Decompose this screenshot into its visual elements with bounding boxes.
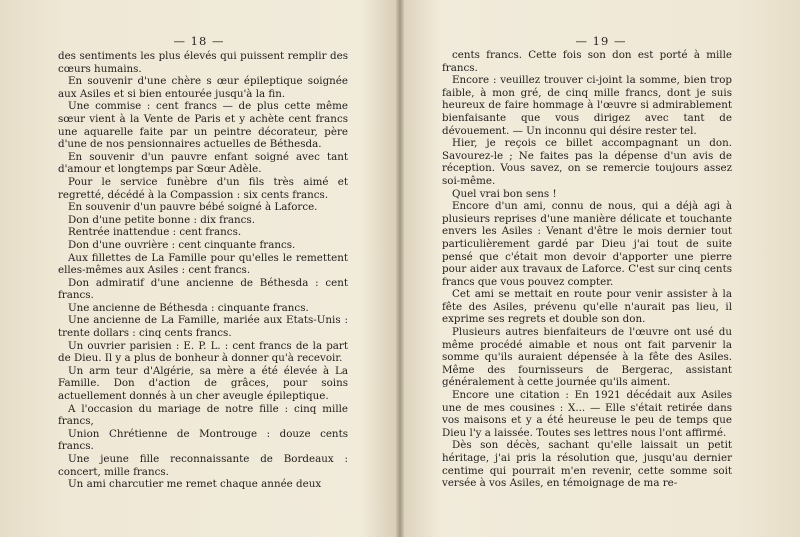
paragraph: Quel vrai bon sens !: [452, 187, 557, 200]
paragraph: Rentrée inattendue : cent francs.: [68, 226, 242, 239]
paragraph: Un ouvrier parisien : E. P. L. : cent francs de la part de Dieu. Il y a plus de bonheur à donner qu'à recevoir.: [58, 339, 348, 365]
right-page: [402, 0, 800, 537]
paragraph: Aux fillettes de La Famille pour qu'elles le remettent elles-mêmes aux Asiles : cent francs.: [58, 251, 348, 277]
paragraph: En souvenir d'une chère s œur épileptique soignée aux Asiles et si bien entourée jusqu'à la fin.: [58, 75, 348, 100]
paragraph: Union Chrétienne de Montrouge : douze cents francs.: [58, 427, 348, 453]
paragraph: Hier, je reçois ce billet accompagnant un don. Savourez-le ; Ne faites pas la dépense d'un avis de réception. Vous savez, on se remercie toujours assez soi-même.: [442, 137, 732, 187]
page-number: — 19 —: [575, 34, 627, 48]
paragraph: Une commise : cent francs — de plus cette même sœur vient à la Vente de Paris et y achète cent francs une aquarelle faite par un peintre décorateur, père d'une de nos pensionnaires actuelles de Béthesda.: [58, 100, 348, 151]
paragraph: Don d'une petite bonne : dix francs.: [68, 213, 255, 226]
paragraph: Encore d'un ami, connu de nous, qui a déjà agi à plusieurs reprises d'une manière délicate et touchante envers les Asiles : Venant d'être le mois dernier tout particulièrement gardé par Dieu j'ai tout de suite pensé que c'était mon devoir d'apporter une pierre pour aider aux travaux de Laforce. C'est sur cinq cents francs que vous pouvez compter.: [442, 200, 732, 288]
paragraph: Plusieurs autres bienfaiteurs de l'œuvre ont usé du même procédé aimable et nous ont fait parvenir la somme qu'ils auraient dépensée à la fête des Asiles. Même des fournisseurs de Bergerac, assistant généralement à cette journée qu'ils aiment.: [442, 326, 732, 389]
paragraph: Pour le service funèbre d'un fils très aimé et regretté, décédé à la Compassion : six cents francs.: [58, 175, 348, 201]
paragraph: des sentiments les plus élevés qui puissent remplir des cœurs humains.: [58, 50, 348, 75]
paragraph: Un arm teur d'Algérie, sa mère a été élevée à La Famille. Don d'action de grâces, pour soins actuellement donnés à un cher aveugle épileptique.: [58, 364, 348, 403]
left-page: [0, 0, 398, 537]
paragraph: En souvenir d'un pauvre bébé soigné à Laforce.: [68, 201, 318, 214]
paragraph: Encore : veuillez trouver ci-joint la somme, bien trop faible, à mon gré, de cinq mille francs, dont je suis heureux de faire hommage à l'œuvre si admirablement bienfaisante que vous dirigez avec tant de dévouement. — Un inconnu qui désire rester tel.: [442, 74, 732, 137]
paragraph: Un ami charcutier me remet chaque année deux: [68, 478, 322, 491]
paragraph: Une jeune fille reconnaissante de Bordeaux : concert, mille francs.: [58, 453, 348, 478]
paragraph: A l'occasion du mariage de notre fille : cinq mille francs,: [58, 402, 348, 428]
paragraph: Cet ami se mettait en route pour venir assister à la fête des Asiles, prévenu qu'elle n'aurait pas lieu, il exprime ses regrets et double son don.: [442, 288, 732, 326]
page-number: — 18 —: [173, 34, 225, 48]
page-text: [442, 49, 732, 490]
paragraph: Encore une citation : En 1921 décédait aux Asiles une de mes cousines : X... — Elle s'était retirée dans vos maisons et y a été heureuse le peu de temps que Dieu l'y a laissée. Toutes ses lettres nous l'ont affirmé.: [442, 389, 732, 439]
paragraph: Une ancienne de La Famille, mariée aux Etats-Unis : trente dollars : cinq cents francs.: [58, 314, 348, 340]
page-text: [58, 50, 348, 491]
paragraph: cents francs. Cette fois son don est porté à mille francs.: [442, 49, 732, 74]
paragraph: Une ancienne de Béthesda : cinquante francs.: [68, 301, 309, 314]
paragraph: Don admiratif d'une ancienne de Béthesda : cent francs.: [58, 276, 348, 302]
paragraph: En souvenir d'un pauvre enfant soigné avec tant d'amour et longtemps par Sœur Adèle.: [58, 150, 348, 176]
paragraph: Don d'une ouvrière : cent cinquante francs.: [68, 238, 296, 251]
paragraph: Dès son décès, sachant qu'elle laissait un petit héritage, j'ai pris la résolution que, jusqu'au dernier centime qui pourrait m'en revenir, cette somme soit versée à vos Asiles, en témoignage de ma re-: [442, 439, 732, 490]
